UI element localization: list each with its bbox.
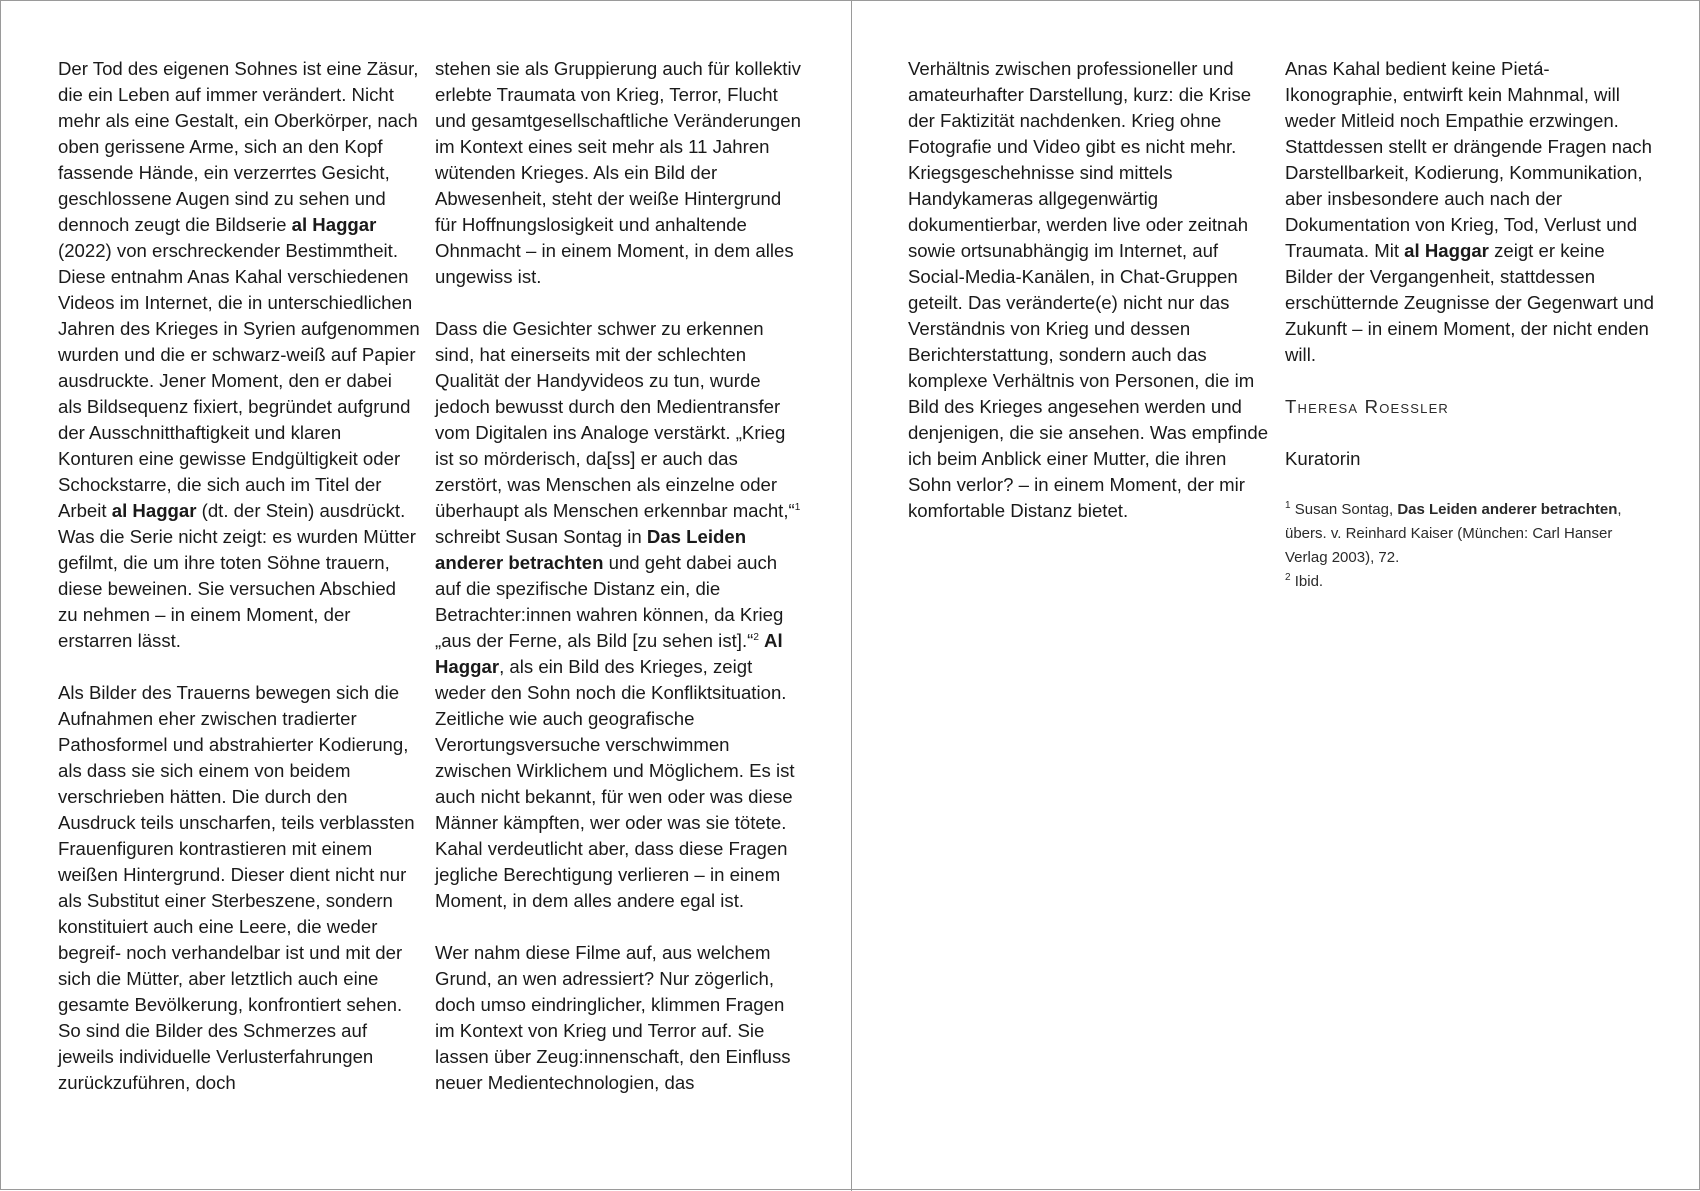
paragraph: Anas Kahal bedient keine Pietá-Ikonographie, entwirft kein Mahnmal, will weder Mitleid noch Empathie erzwingen. Stattdessen stellt er drängende Fragen nach Darstellbarkeit, Kodierung, Kommunikation, aber insbesondere auch nach der Dokumentation von Krieg, Tod, Verlust und Traumata. Mit al Haggar zeigt er keine Bilder der Vergangenheit, stattdessen erschütternde Zeugnisse der Gegenwart und Zukunft – in einem Moment, der nicht enden will. <box>1285 58 1654 365</box>
paragraph: Als Bilder des Trauerns bewegen sich die Aufnahmen eher zwischen tradierter Pathosformel und abstrahierter Kodierung, als dass sie sich einem von beidem verschrieben hätten. Die durch den Ausdruck teils unscharfen, teils verblassten Frauenfiguren kontrastieren mit einem weißen Hintergrund. Dieser dient nicht nur als Substitut einer Sterbeszene, sondern konstituiert auch eine Leere, die weder begreif- noch verhandelbar ist und mit der sich die Mütter, aber letztlich auch eine gesamte Bevölkerung, konfrontiert sehen. So sind die Bilder des Schmerzes auf jeweils individuelle Verlusterfahrungen zurückzuführen, doch <box>58 682 415 1093</box>
paragraph: stehen sie als Gruppierung auch für kollektiv erlebte Traumata von Krieg, Terror, Flucht und gesamtgesellschaftliche Veränderungen im Kontext eines seit mehr als 11 Jahren wütenden Krieges. Als ein Bild der Abwesenheit, steht der weiße Hintergrund für Hoffnungslosigkeit und anhaltende Ohnmacht – in einem Moment, in dem alles ungewiss ist. <box>435 58 801 287</box>
author-name: Theresa Roessler <box>1285 396 1450 417</box>
artwork-title: al Haggar <box>1404 240 1489 261</box>
right-page-column-1 <box>908 56 1270 550</box>
artwork-title: Al Haggar <box>435 630 783 677</box>
paragraph: Verhältnis zwischen professioneller und amateurhafter Darstellung, kurz: die Krise der Faktizität nachdenken. Krieg ohne Fotografie und Video gibt es nicht mehr. Kriegsgeschehnisse sind mittels Handykameras allgegenwärtig dokumentierbar, werden live oder zeitnah sowie ortsunabhängig im Internet, auf Social-Media-Kanälen, in Chat-Gruppen geteilt. Das veränderte(e) nicht nur das Verständnis von Krieg und dessen Berichterstattung, sondern auch das komplexe Verhältnis von Personen, die im Bild des Krieges angesehen werden und denjenigen, die sie ansehen. Was empfinde ich beim Anblick einer Mutter, die ihren Sohn verlor? – in einem Moment, der mir komfortable Distanz bietet. <box>908 58 1269 521</box>
paragraph: Der Tod des eigenen Sohnes ist eine Zäsur, die ein Leben auf immer verändert. Nicht mehr als eine Gestalt, ein Oberkörper, nach oben gerissene Arme, sich an den Kopf fassende Hände, ein verzerrtes Gesicht, geschlossene Augen sind zu sehen und dennoch zeugt die Bildserie al Haggar (2022) von erschreckender Bestimmtheit. Diese entnahm Anas Kahal verschiedenen Videos im Internet, die in unterschiedlichen Jahren des Krieges in Syrien aufgenommen wurden und die er schwarz-weiß auf Papier ausdruckte. Jener Moment, den er dabei als Bildsequenz fixiert, begründet aufgrund der Ausschnitthaftigkeit und klaren Konturen eine gewisse Endgültigkeit oder Schockstarre, die sich auch im Titel der Arbeit al Haggar (dt. der Stein) ausdrückt. Was die Serie nicht zeigt: es wurden Mütter gefilmt, die um ihre toten Söhne trauern, diese beweinen. Sie versuchen Abschied zu nehmen – in einem Moment, der erstarren lässt. <box>58 58 420 651</box>
book-title: Das Leiden anderer betrachten <box>435 526 747 573</box>
footnote-1: $^1$ Susan Sontag, Das Leiden anderer betrachten, übers. v. Reinhard Kaiser (München: Carl Hanser Verlag 2003), 72. <box>1285 500 1622 566</box>
footnotes <box>1285 498 1655 594</box>
author-role: Kuratorin <box>1285 448 1361 469</box>
paragraph: Wer nahm diese Filme auf, aus welchem Grund, an wen adressiert? Nur zögerlich, doch umso eindringlicher, klimmen Fragen im Kontext von Krieg und Terror auf. Sie lassen über Zeug:innenschaft, den Einfluss neuer Medientechnologien, das <box>435 942 791 1093</box>
page-gutter <box>851 1 852 1191</box>
left-page-column-2 <box>435 56 805 1122</box>
footnote-ref: 1 <box>794 501 801 513</box>
artwork-title: al Haggar <box>291 214 377 235</box>
paragraph: Dass die Gesichter schwer zu erkennen sind, hat einerseits mit der schlechten Qualität der Handyvideos zu tun, wurde jedoch bewusst durch den Medientransfer vom Digitalen ins Analoge verstärkt. „Krieg ist so mörderisch, da[ss] er auch das zerstört, was Menschen als einzelne oder überhaupt als Menschen erkennbar macht,“$^1$ schreibt Susan Sontag in Das Leiden anderer betrachten und geht dabei auch auf die spezifische Distanz ein, die Betrachter:innen wahren können, da Krieg „aus der Ferne, als Bild [zu sehen ist].“$^2$ Al Haggar, als ein Bild des Krieges, zeigt weder den Sohn noch die Konfliktsituation. Zeitliche wie auch geografische Verortungsversuche verschwimmen zwischen Wirklichem und Möglichem. Es ist auch nicht bekannt, für wen oder was diese Männer kämpften, wer oder was sie tötete. Kahal verdeutlicht aber, dass diese Fragen jegliche Berechtigung verlieren – in einem Moment, in dem alles andere egal ist. <box>435 318 801 911</box>
right-page-column-2 <box>1285 56 1655 594</box>
left-page-column-1 <box>58 56 420 1122</box>
footnote-2: $^2$ Ibid. <box>1285 572 1324 590</box>
artwork-title: al Haggar <box>111 500 197 521</box>
footnote-ref: 2 <box>753 631 759 643</box>
